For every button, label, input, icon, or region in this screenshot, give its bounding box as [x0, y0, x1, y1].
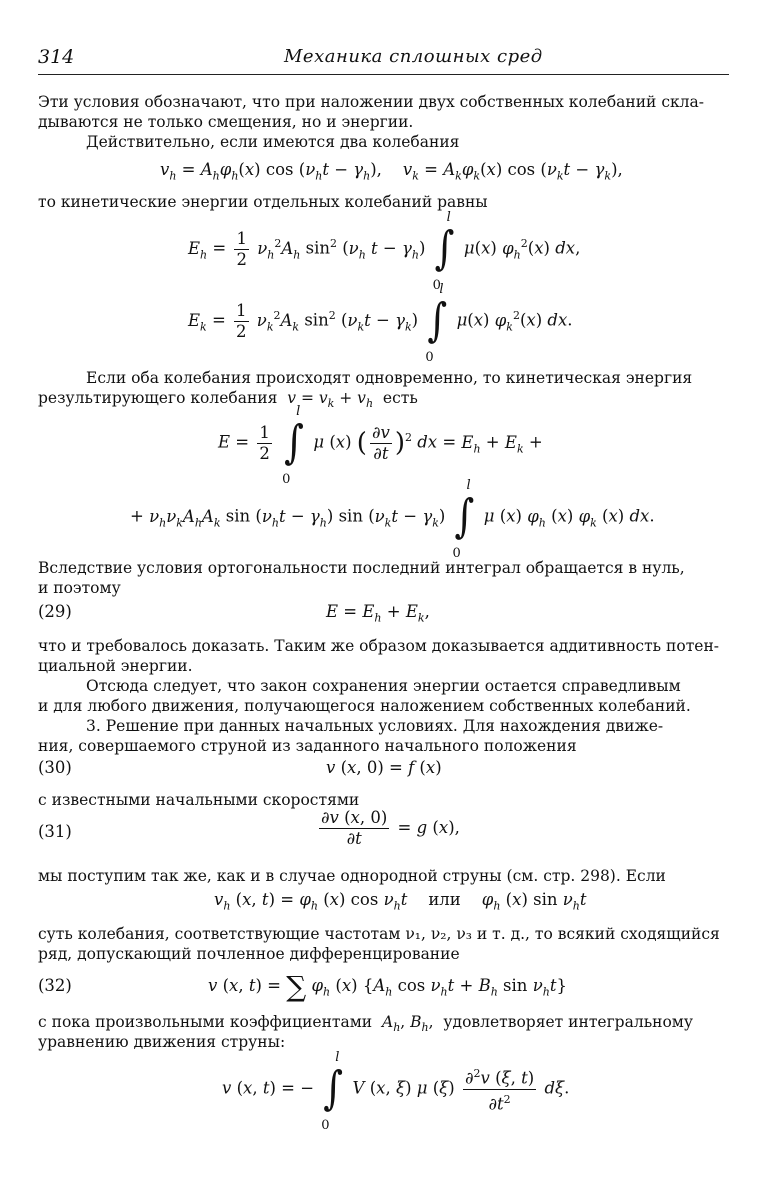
page-number: 314: [38, 46, 75, 68]
section-heading-line: 3. Решение при данных начальных условиях. Для нахождения движе-: [86, 717, 664, 735]
equation-integral-motion: v (x, t) = − l ∫ 0 V (x, ξ) μ (ξ) $\frac{\partial^2v (\xi, t)}{\partial t^2}$ dξ.: [222, 1050, 570, 1133]
paragraph-line: Если оба колебания происходят одновременно, то кинетическая энергия: [86, 369, 693, 387]
paragraph-fragment: удовлетворяет интегральному: [443, 1013, 693, 1031]
equation-oscillations: $v_h = A_h\varphi_h(x)$ $\cos (\nu_ht - \gamma_h)$, $v_k = A_k\varphi_k(x)$ $\cos (\nu_kt - \gamma_k)$,: [160, 160, 623, 183]
equation-cross-term: + $\nu_h\nu_kA_hA_k$ $\sin (\nu_ht - \gamma_h)$ $\sin (\nu_kt - \gamma_k)$ l ∫ 0 μ (x) $\varphi_h$ (x) $\varphi_k$ (x) dx.: [130, 478, 655, 561]
equation-number: (32): [38, 976, 72, 995]
equation-number: (30): [38, 758, 72, 777]
paragraph-line: ния, совершаемого струной из заданного начального положения: [38, 737, 577, 755]
paragraph-line: результирующего колебания $v = v_k + v_h$ есть: [38, 389, 418, 411]
paragraph-line: Эти условия обозначают, что при наложении двух собственных колебаний скла-: [38, 93, 705, 111]
or-word: или: [428, 890, 461, 909]
paragraph-line: циальной энергии.: [38, 657, 193, 675]
equation-energy-k: $E_k$ = $\frac{1}{2}$ $\nu_k^2A_k$ $\sin^2 (\nu_kt - \gamma_k)$ l ∫ 0 μ(x) $\varphi_k^2(x)$ dx.: [188, 282, 573, 365]
paragraph-line: и для любого движения, получающегося наложением собственных колебаний.: [38, 697, 691, 715]
paragraph-line: мы поступим так же, как и в случае однородной струны (см. стр. 298). Если: [38, 867, 666, 885]
running-title: Механика сплошных сред: [284, 46, 543, 67]
paragraph-line: Отсюда следует, что закон сохранения энергии остается справедливым: [86, 677, 681, 695]
equation-31: $\frac{\partial v (x, 0)}{\partial t}$ = g (x),: [321, 808, 460, 848]
paragraph-line: и поэтому: [38, 579, 121, 597]
equation-29: $E = E_h + E_k$,: [326, 602, 430, 625]
equation-number: (29): [38, 602, 72, 621]
paragraph-line: с известными начальными скоростями: [38, 791, 360, 809]
paragraph-line: что и требовалось доказать. Таким же образом доказывается аддитивность потен-: [38, 637, 720, 655]
paragraph-line: Вследствие условия ортогональности последний интеграл обращается в нуль,: [38, 559, 685, 577]
equation-32: v (x, t) = ∑ $\varphi_h$ (x) {$A_h$ $\cos \nu_ht + B_h$ $\sin \nu_ht$}: [208, 970, 567, 1003]
paragraph-line: уравнению движения струны:: [38, 1033, 286, 1051]
equation-energy-h: $E_h$ = $\frac{1}{2}$ $\nu_h^2A_h$ $\sin^2 (\nu_h$ $t - \gamma_h$) l ∫ 0 μ(x) $\varphi_h^2(x)$ dx,: [188, 210, 581, 293]
paragraph-line: Действительно, если имеются два колебания: [86, 133, 460, 151]
equation-number: (31): [38, 822, 72, 841]
running-header: [38, 40, 729, 75]
equation-total-energy: E = $\frac{1}{2}$ l ∫ 0 μ (x) ( $\frac{\partial v}{\partial t}$ )$^2$ dx = $E_h + E_k$ +: [218, 404, 543, 487]
paragraph-fragment: есть: [382, 389, 418, 407]
paragraph-fragment: результирующего колебания: [38, 389, 278, 407]
paragraph-line: с пока произвольными коэффициентами $A_h$, $B_h$, удовлетворяет интегральному: [38, 1013, 693, 1035]
equation-eigen-oscillations: $v_h$ (x, $t) = \varphi_h$ (x) $\cos \nu_ht$ или $\varphi_h$ (x) $\sin \nu_ht$: [214, 890, 587, 913]
paragraph-line: дываются не только смещения, но и энергии.: [38, 113, 414, 131]
equation-30: v (x, 0) = f (x): [326, 758, 442, 777]
paragraph-line: ряд, допускающий почленное дифференцирование: [38, 945, 460, 963]
paragraph-line: суть колебания, соответствующие частотам ν₁, ν₂, ν₃ и т. д., то всякий сходящийся: [38, 925, 720, 943]
paragraph-fragment: с пока произвольными коэффициентами: [38, 1013, 373, 1031]
paragraph-line: то кинетические энергии отдельных колебаний равны: [38, 193, 488, 211]
